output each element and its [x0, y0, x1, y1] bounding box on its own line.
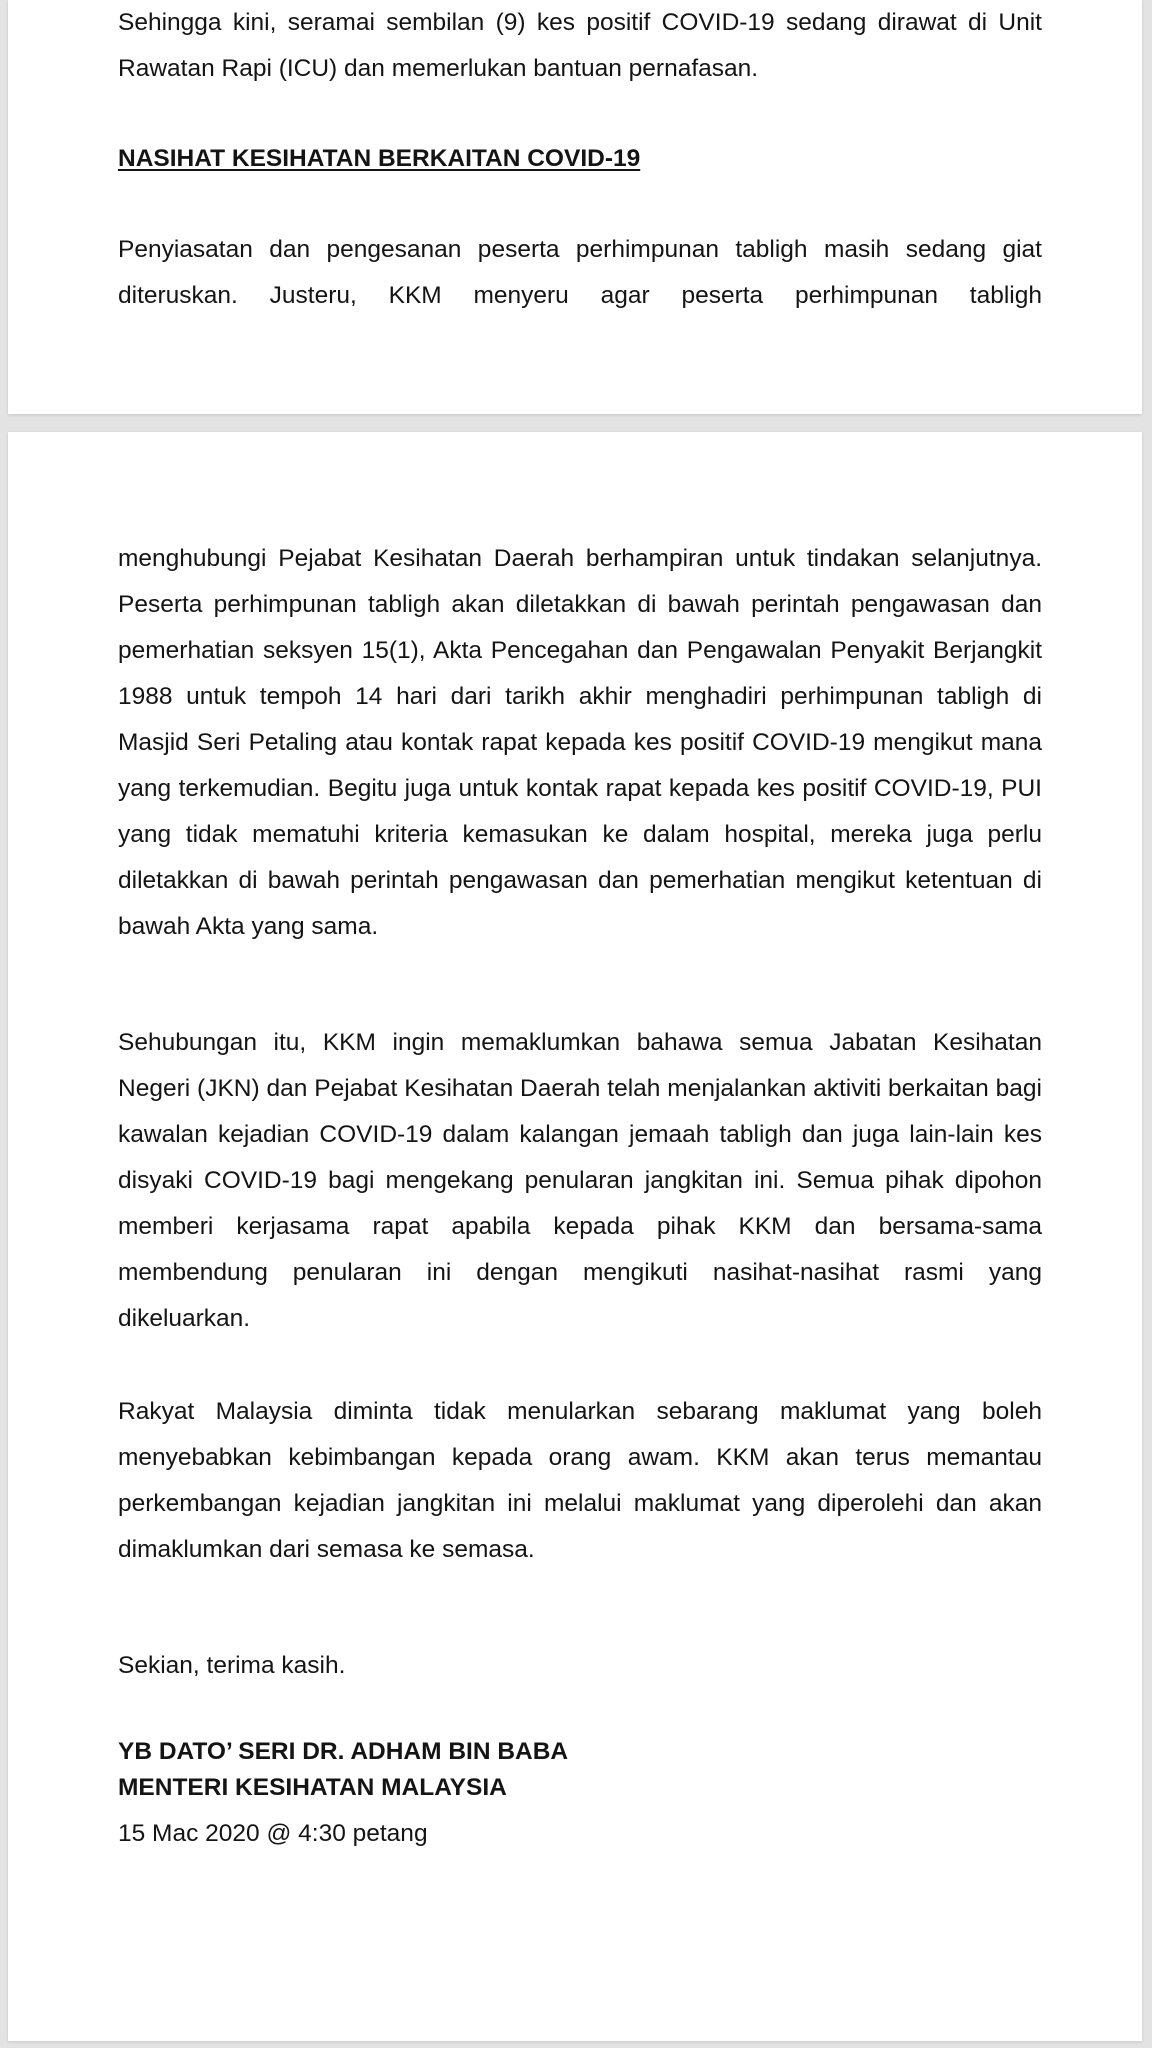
closing-line: Sekian, terima kasih. [118, 1652, 346, 1679]
paragraph-public-advice: Rakyat Malaysia diminta tidak menularkan sebarang maklumat yang boleh menyebabkan kebimbangan kepada orang awam. KKM akan terus memantau perkembangan kejadian jangkitan ini melalui maklumat yang diperolehi dan akan dimaklumkan dari semasa ke semasa. [118, 1398, 1042, 1563]
document-page-2 [8, 432, 1142, 2041]
signature-block [118, 1734, 1042, 1806]
signatory-name: YB DATO’ SERI DR. ADHAM BIN BABA [118, 1738, 569, 1765]
paragraph-quarantine-order: menghubungi Pejabat Kesihatan Daerah berhampiran untuk tindakan selanjutnya. Peserta perhimpunan tabligh akan diletakkan di bawah perintah pengawasan dan pemerhatian seksyen 15(1), Akta Pencegahan dan Pengawalan Penyakit Berjangkit 1988 untuk tempoh 14 hari dari tarikh akhir menghadiri perhimpunan tabligh di Masjid Seri Petaling atau kontak rapat kepada kes positif COVID-19 mengikut mana yang terkemudian. Begitu juga untuk kontak rapat kepada kes positif COVID-19, PUI yang tidak mematuhi kriteria kemasukan ke dalam hospital, mereka juga perlu diletakkan di bawah perintah pengawasan dan pemerhatian mengikut ketentuan di bawah Akta yang sama. [118, 545, 1042, 940]
statement-date: 15 Mac 2020 @ 4:30 petang [118, 1820, 428, 1847]
paragraph-investigation: Penyiasatan dan pengesanan peserta perhimpunan tabligh masih sedang giat diteruskan. Justeru, KKM menyeru agar peserta perhimpunan tabligh [118, 236, 1042, 309]
section-heading: NASIHAT KESIHATAN BERKAITAN COVID-19 [118, 145, 641, 172]
paragraph-jkn-activities: Sehubungan itu, KKM ingin memaklumkan bahawa semua Jabatan Kesihatan Negeri (JKN) dan Pejabat Kesihatan Daerah telah menjalankan aktiviti berkaitan bagi kawalan kejadian COVID-19 dalam kalangan jemaah tabligh dan juga lain-lain kes disyaki COVID-19 bagi mengekang penularan jangkitan ini. Semua pihak dipohon memberi kerjasama rapat apabila kepada pihak KKM dan bersama-sama membendung penularan ini dengan mengikuti nasihat-nasihat rasmi yang dikeluarkan. [118, 1029, 1042, 1332]
paragraph-icu-cases: Sehingga kini, seramai sembilan (9) kes positif COVID-19 sedang dirawat di Unit Rawatan Rapi (ICU) dan memerlukan bantuan pernafasan. [118, 9, 1042, 82]
document-page-1 [8, 0, 1142, 414]
signatory-title: MENTERI KESIHATAN MALAYSIA [118, 1774, 507, 1801]
